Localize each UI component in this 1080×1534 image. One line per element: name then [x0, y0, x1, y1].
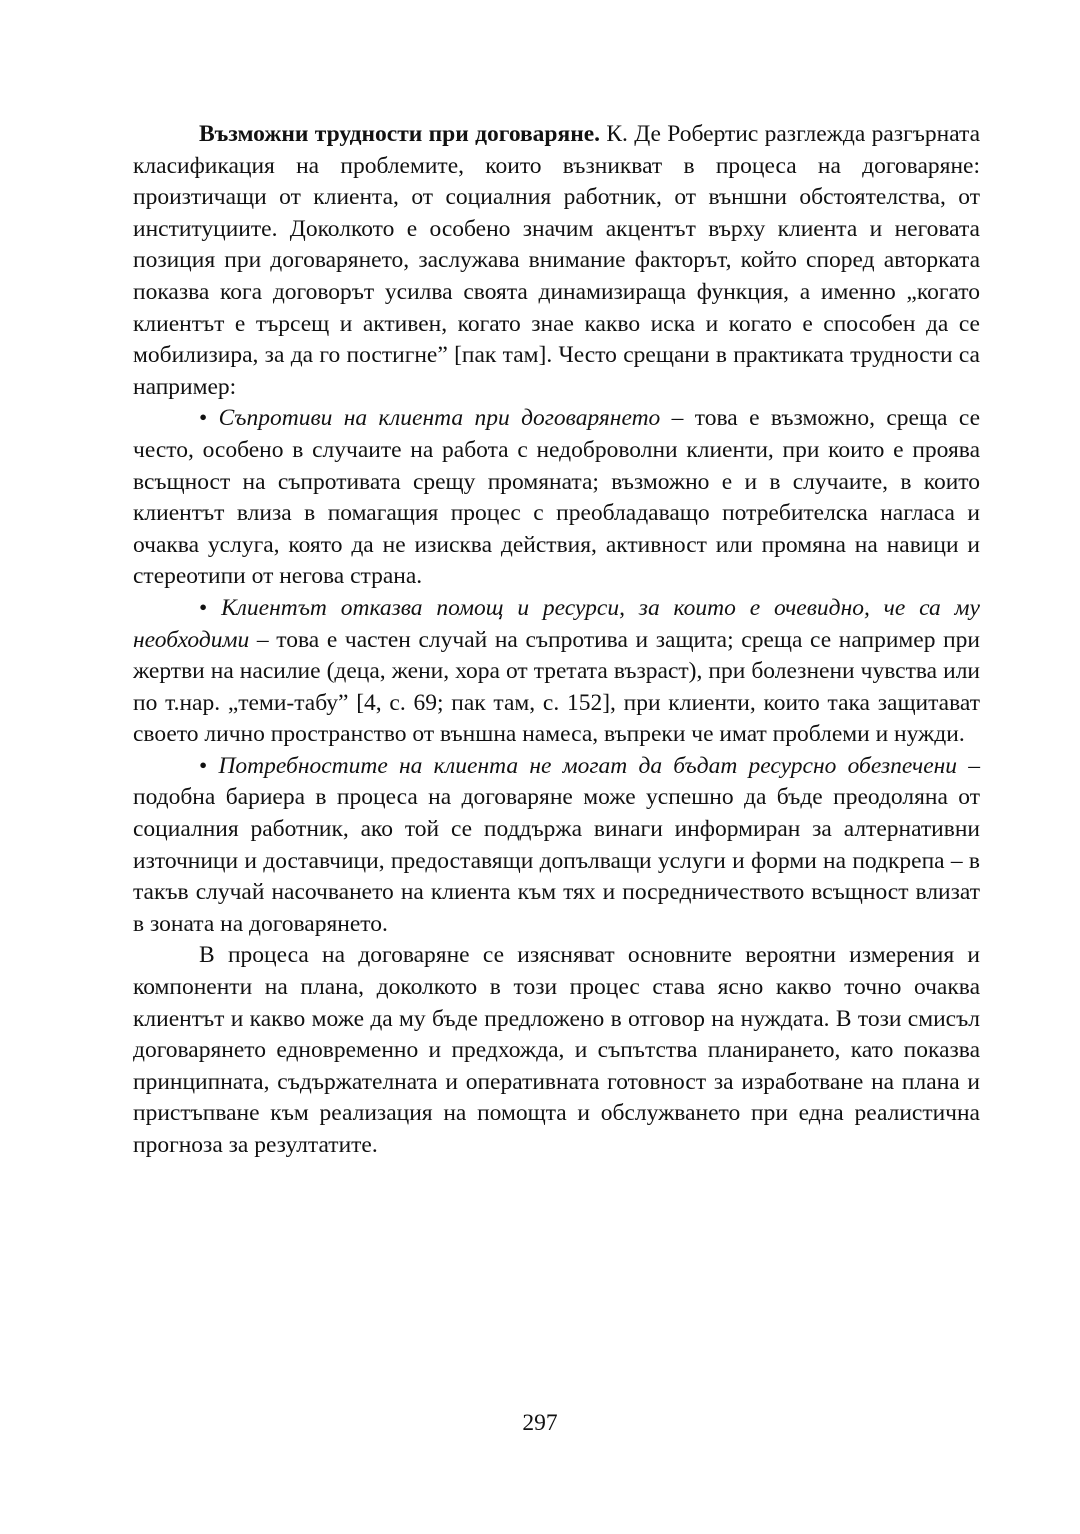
bullet-text: – това е частен случай на съпротива и защита; среща се например при жертви на насилие (деца, жени, хора от третата възраст), при болезнени чувства или по т.нар. „теми-табу” [4, с. 69; пак там, с. 152], при клиенти, които така защитават своето лично пространство от външна намеса, въпреки че имат проблеми и нужди.	[133, 626, 980, 748]
bullet-marker: •	[199, 752, 219, 779]
paragraph-difficulties-intro	[133, 119, 980, 403]
bullet-text: – това е възможно, среща се често, особено в случаите на работа с недоброволни клиенти, при които е проява всъщност на съпротивата срещу промяната; възможно е и в случаите, в които клиентът влиза в помагащия процес с преобладаващо потребителска нагласа и очаква услуга, която да не изисква действия, активност или промяна на навици и стереотипи от негова страна.	[133, 405, 981, 590]
paragraph-text: В процеса на договаряне се изясняват основните вероятни измерения и компоненти на плана, доколкото в този процес става ясно какво точно очаква клиентът и какво може да му бъде предложено в отговор на нуждата. В този смисъл договарянето едновременно и предхожда, и съпътства планирането, като показва принципната, съдържателната и оперативната готовност за изработване на плана и пристъпване към реализация на помощта и обслужването при една реалистична прогноза за резултатите.	[133, 942, 980, 1158]
bullet-item-unresourced-needs	[133, 751, 980, 941]
body-text	[133, 119, 980, 1162]
bullet-marker: •	[199, 405, 219, 432]
page-number: 297	[522, 1410, 558, 1436]
paragraph-heading: Възможни трудности при договаряне.	[199, 121, 601, 147]
bullet-item-client-resistance	[133, 403, 980, 593]
bullet-heading: Потребностите на клиента не могат да бъдат ресурсно обезпечени	[218, 752, 958, 779]
bullet-heading: Съпротиви на клиента при договарянето	[218, 405, 661, 432]
bullet-marker: •	[199, 594, 222, 621]
bullet-heading: Клиентът отказва помощ и ресурси, за които е очевидно, че са му необходими	[133, 594, 980, 653]
paragraph-text: К. Де Робертис разглежда разгърната класификация на проблемите, които възникват в процеса на договаряне: произтичащи от клиента, от социалния работник, от външни обстоятелства, от институциите. Доколкото е особено значим акцентът върху клиента и неговата позиция при договарянето, заслужава внимание факторът, който според авторката показва кога договорът усилва своята динамизираща функция, а именно „когато клиентът е търсещ и активен, когато знае какво иска и когато е способен да се мобилизира, за да го постигне” [пак там]. Често срещани в практиката трудности са например:	[133, 121, 980, 400]
bullet-text: – подобна бариера в процеса на договаряне може успешно да бъде преодоляна от социалния работник, ако той се поддържа винаги информиран за алтернативни източници и доставчици, предоставящи допълващи услуги и форми на подкрепа – в такъв случай насочването на клиента към тях и посредничеството всъщност влизат в зоната на договарянето.	[133, 752, 981, 937]
bullet-item-client-refuses-help	[133, 593, 980, 751]
paragraph-negotiation-planning	[133, 940, 980, 1161]
